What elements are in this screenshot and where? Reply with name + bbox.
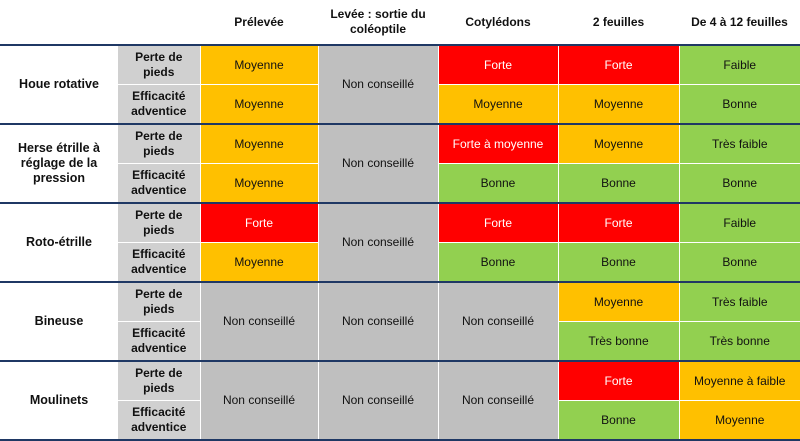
- header-cotyledons: Cotylédons: [438, 0, 558, 45]
- rating-cell: Moyenne à faible: [679, 361, 800, 401]
- rating-cell: Forte à moyenne: [438, 124, 558, 164]
- rating-cell: Forte: [558, 45, 679, 85]
- rating-cell: Non conseillé: [318, 282, 438, 361]
- criterion-perte-de-pieds: Perte de pieds: [118, 361, 200, 401]
- header-4-12-feuilles: De 4 à 12 feuilles: [679, 0, 800, 45]
- criterion-perte-de-pieds: Perte de pieds: [118, 45, 200, 85]
- rating-cell: Moyenne: [438, 85, 558, 125]
- rating-cell: Moyenne: [200, 164, 318, 204]
- rating-cell: Faible: [679, 203, 800, 243]
- criterion-perte-de-pieds: Perte de pieds: [118, 282, 200, 322]
- rating-cell: Moyenne: [200, 85, 318, 125]
- rating-cell: Moyenne: [558, 85, 679, 125]
- rating-cell: Non conseillé: [438, 282, 558, 361]
- header-empty-2: [118, 0, 200, 45]
- table-row: [0, 282, 800, 322]
- rating-cell: Non conseillé: [200, 361, 318, 440]
- rating-cell: Forte: [558, 203, 679, 243]
- rating-cell: Forte: [558, 361, 679, 401]
- tool-name: Herse étrille à réglage de la pression: [0, 124, 118, 203]
- tool-name: Houe rotative: [0, 45, 118, 124]
- rating-cell: Bonne: [679, 164, 800, 204]
- criterion-efficacite-adventice: Efficacité adventice: [118, 85, 200, 125]
- tool-name: Roto-étrille: [0, 203, 118, 282]
- header-levee: Levée : sortie du coléoptile: [318, 0, 438, 45]
- rating-cell: Très faible: [679, 124, 800, 164]
- rating-cell: Forte: [438, 203, 558, 243]
- criterion-efficacite-adventice: Efficacité adventice: [118, 322, 200, 362]
- tool-name: Bineuse: [0, 282, 118, 361]
- header-empty-1: [0, 0, 118, 45]
- rating-cell: Bonne: [679, 85, 800, 125]
- header-2-feuilles: 2 feuilles: [558, 0, 679, 45]
- rating-cell: Non conseillé: [318, 45, 438, 124]
- criterion-efficacite-adventice: Efficacité adventice: [118, 164, 200, 204]
- rating-cell: Forte: [438, 45, 558, 85]
- rating-cell: Faible: [679, 45, 800, 85]
- rating-cell: Bonne: [558, 164, 679, 204]
- rating-cell: Moyenne: [200, 45, 318, 85]
- criterion-perte-de-pieds: Perte de pieds: [118, 203, 200, 243]
- rating-cell: Non conseillé: [318, 361, 438, 440]
- rating-cell: Très faible: [679, 282, 800, 322]
- criterion-efficacite-adventice: Efficacité adventice: [118, 401, 200, 441]
- header-prelevee: Prélevée: [200, 0, 318, 45]
- criterion-efficacite-adventice: Efficacité adventice: [118, 243, 200, 283]
- table-row: [0, 124, 800, 164]
- rating-cell: Bonne: [438, 243, 558, 283]
- rating-cell: Moyenne: [200, 124, 318, 164]
- table-row: [0, 361, 800, 401]
- rating-cell: Non conseillé: [318, 124, 438, 203]
- rating-cell: Forte: [200, 203, 318, 243]
- rating-cell: Non conseillé: [438, 361, 558, 440]
- criterion-perte-de-pieds: Perte de pieds: [118, 124, 200, 164]
- tool-name: Moulinets: [0, 361, 118, 440]
- table-row: [0, 203, 800, 243]
- rating-cell: Moyenne: [679, 401, 800, 441]
- rating-cell: Très bonne: [679, 322, 800, 362]
- table-body: [0, 45, 800, 440]
- header-row: [0, 0, 800, 45]
- table-row: [0, 45, 800, 85]
- rating-cell: Moyenne: [558, 124, 679, 164]
- rating-cell: Bonne: [679, 243, 800, 283]
- rating-cell: Non conseillé: [318, 203, 438, 282]
- rating-cell: Moyenne: [200, 243, 318, 283]
- rating-cell: Bonne: [438, 164, 558, 204]
- table-header: [0, 0, 800, 45]
- rating-cell: Bonne: [558, 243, 679, 283]
- rating-cell: Très bonne: [558, 322, 679, 362]
- rating-cell: Non conseillé: [200, 282, 318, 361]
- rating-cell: Bonne: [558, 401, 679, 441]
- rating-cell: Moyenne: [558, 282, 679, 322]
